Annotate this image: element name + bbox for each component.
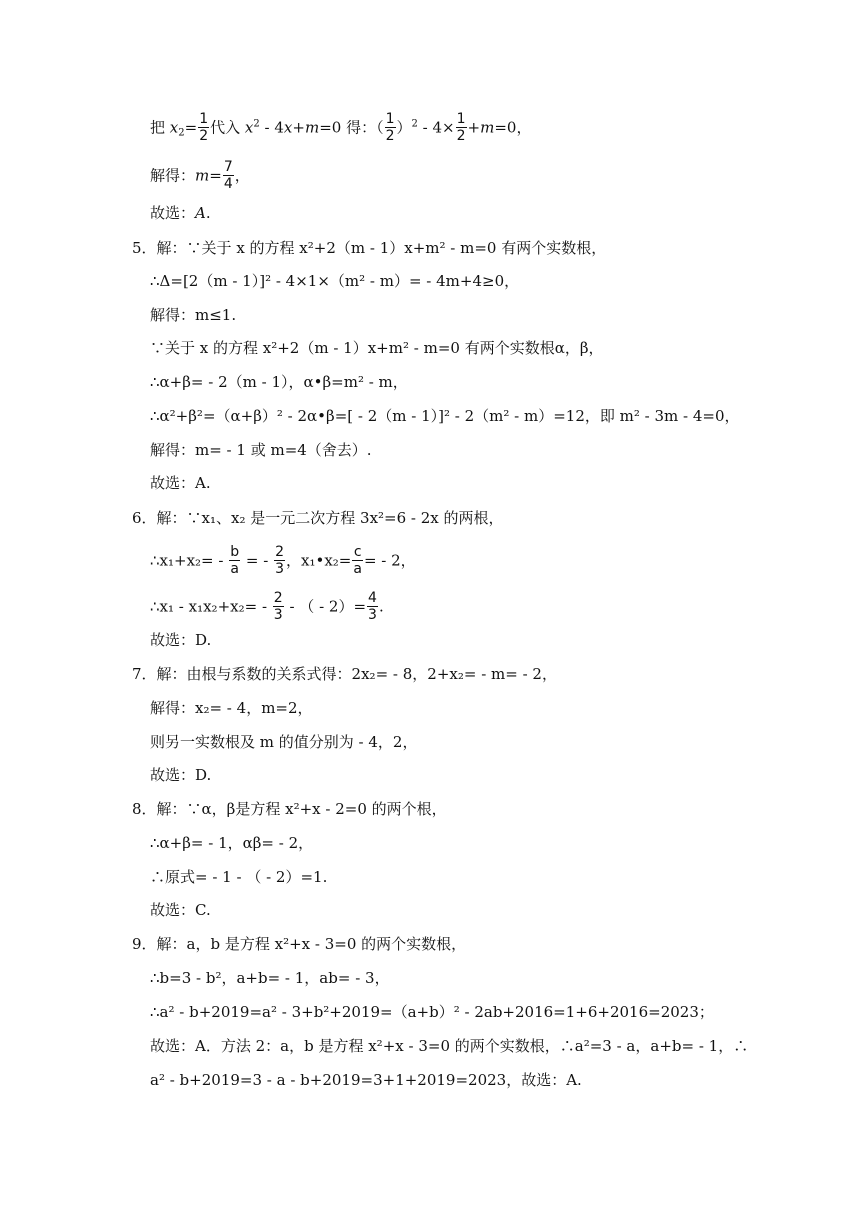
p9-line-2: ∴b=3 - b²，a+b= - 1，ab= - 3，	[150, 969, 390, 987]
fraction-four-thirds: $\frac{4}{3}$	[368, 590, 377, 623]
p7-line-4: 故选：D.	[150, 766, 212, 784]
p5-line-2: ∴Δ=[2（m - 1）]² - 4×1×（m² - m）= - 4m+4≥0，	[150, 272, 520, 290]
p6-line-2: ∴x₁+x₂= - $\frac{b}{a}$ = - $\frac{2}{3}$ ，x₁•x₂= $\frac{c}{a}$ = - 2，	[150, 544, 416, 577]
fraction-b-over-a: $\frac{b}{a}$	[230, 544, 240, 577]
p4-line-2: 解得：m= $\frac{7}{4}$ ，	[150, 159, 250, 192]
problem-number: 9．	[132, 935, 157, 953]
fraction-one-half: $\frac{1}{2}$	[199, 111, 209, 144]
p8-line-4: 故选：C.	[150, 901, 211, 919]
p5-line-5: ∴α+β= - 2（m - 1），α•β=m² - m，	[150, 373, 408, 391]
fraction-two-thirds: $\frac{2}{3}$	[275, 544, 284, 577]
p6-line-3: ∴x₁ - x₁x₂+x₂= - $\frac{2}{3}$ - （ - 2）= $\frac{4}{3}$ .	[150, 590, 384, 623]
p7-line-2: 解得：x₂= - 4，m=2，	[150, 699, 313, 717]
p5-line-7: 解得：m= - 1 或 m=4（舍去）.	[150, 441, 372, 459]
p5-line-6: ∴α²+β²=（α+β）² - 2α•β=[ - 2（m - 1）]² - 2（m² - m）=12，即 m² - 3m - 4=0，	[150, 407, 740, 425]
p8-line-2: ∴α+β= - 1，αβ= - 2，	[150, 834, 314, 852]
p5-line-3: 解得：m≤1.	[150, 306, 237, 324]
p5-line-8: 故选：A.	[150, 474, 211, 492]
p7-line-1: 7．解：由根与系数的关系式得：2x₂= - 8，2+x₂= - m= - 2，	[132, 665, 557, 683]
p4-line-3: 故选：A.	[150, 204, 211, 222]
p6-line-4: 故选：D.	[150, 631, 212, 649]
p8-line-3: ∴原式= - 1 - （ - 2）=1.	[150, 868, 328, 886]
p9-line-4: 故选：A．方法 2：a，b 是方程 x²+x - 3=0 的两个实数根，∴a²=3 - a，a+b= - 1，∴	[150, 1037, 749, 1055]
p9-line-3: ∴a² - b+2019=a² - 3+b²+2019=（a+b）² - 2ab+2016=1+6+2016=2023；	[150, 1003, 714, 1021]
p5-line-4: ∵关于 x 的方程 x²+2（m - 1）x+m² - m=0 有两个实数根α，β，	[150, 339, 604, 357]
problem-number: 5．	[132, 239, 157, 257]
fraction-c-over-a: $\frac{c}{a}$	[353, 544, 362, 577]
p9-line-5: a² - b+2019=3 - a - b+2019=3+1+2019=2023，故选：A.	[150, 1071, 582, 1089]
p5-line-1: 5．解：∵关于 x 的方程 x²+2（m - 1）x+m² - m=0 有两个实数根，	[132, 239, 607, 257]
problem-number: 7．	[132, 665, 157, 683]
problem-number: 8．	[132, 800, 157, 818]
fraction-seven-quarters: $\frac{7}{4}$	[223, 159, 233, 192]
p4-line-1: 把 $x_2=$ $\frac{1}{2}$ 代入 $x^2 - 4x+m=0$ 得：（ $\frac{1}{2}$ ）$^2$ - 4× $\frac{1}{2}$ +m=0，	[150, 111, 532, 144]
p6-line-1: 6．解：∵x₁、x₂ 是一元二次方程 3x²=6 - 2x 的两根，	[132, 509, 504, 527]
p9-line-1: 9．解：a，b 是方程 x²+x - 3=0 的两个实数根，	[132, 935, 467, 953]
problem-number: 6．	[132, 509, 157, 527]
p7-line-3: 则另一实数根及 m 的值分别为 - 4，2，	[150, 733, 418, 751]
p8-line-1: 8．解：∵α，β是方程 x²+x - 2=0 的两个根，	[132, 800, 447, 818]
